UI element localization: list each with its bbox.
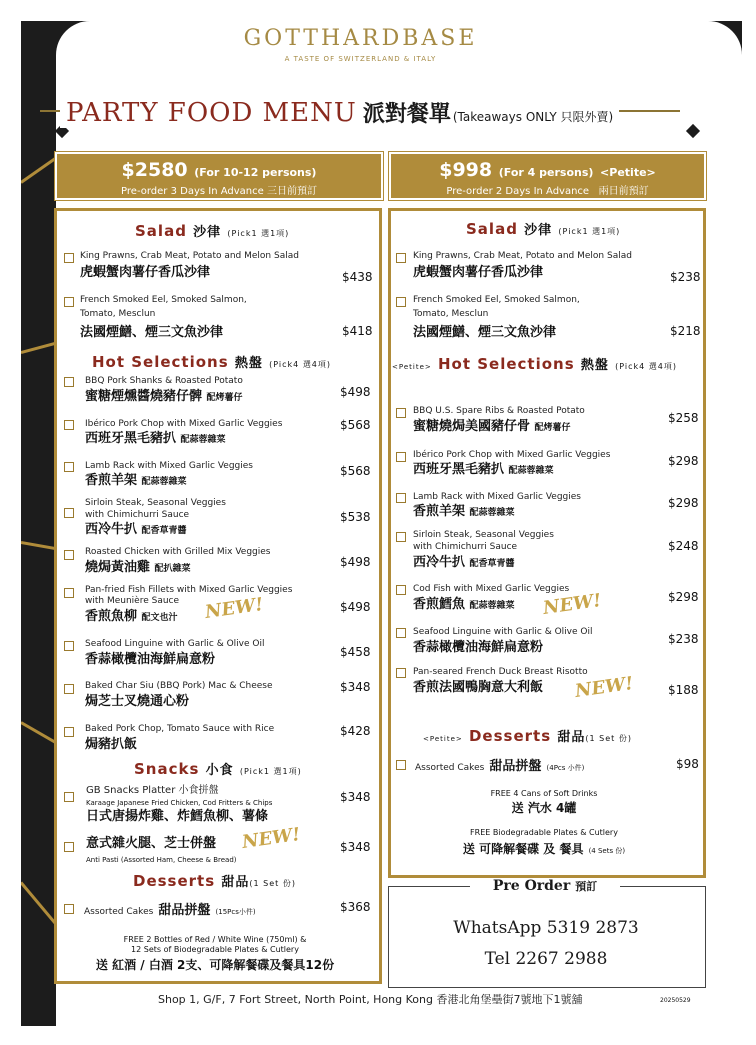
menu-item-en: Cod Fish with Mixed Garlic Veggies xyxy=(413,584,570,594)
menu-item-price: $188 xyxy=(668,683,699,697)
checkbox[interactable] xyxy=(64,297,74,307)
checkbox[interactable] xyxy=(64,420,74,430)
menu-item-detail: Karaage Japanese Fried Chicken, Cod Fritters & Chips xyxy=(86,799,273,807)
menu-item-zh: 蜜糖煙燻醬燒豬仔髀 配烤薯仔 xyxy=(85,389,243,404)
menu-item-en: BBQ U.S. Spare Ribs & Roasted Potato xyxy=(413,406,585,416)
menu-item-en: French Smoked Eel, Smoked Salmon, xyxy=(413,295,580,305)
right-hot-heading: <Petite> Hot Selections 熱盤 (Pick4 選4項) xyxy=(392,355,678,373)
menu-item-zh: 香蒜橄欖油海鮮扁意粉 xyxy=(413,640,544,655)
checkbox[interactable] xyxy=(396,493,406,503)
left-snacks-heading: Snacks 小食 (Pick1 選1項) xyxy=(134,760,302,778)
right-price: $998 xyxy=(439,159,493,181)
new-badge: NEW! xyxy=(240,824,302,853)
menu-item-price: $298 xyxy=(668,590,699,604)
checkbox[interactable] xyxy=(64,684,74,694)
left-price-banner xyxy=(55,152,383,200)
menu-item-en: Tomato, Mesclun xyxy=(80,309,156,319)
right-preorder-zh: 兩日前預訂 xyxy=(598,186,649,197)
menu-item-zh: 焗豬扒飯 xyxy=(85,737,138,752)
menu-item-en: with Meunière Sauce xyxy=(85,596,180,606)
checkbox[interactable] xyxy=(64,641,74,651)
menu-item-zh: 虎蝦蟹肉薯仔香瓜沙律 xyxy=(413,265,544,280)
menu-item-zh: 法國煙鱔、煙三文魚沙律 xyxy=(80,325,224,340)
checkbox[interactable] xyxy=(64,904,74,914)
menu-item-price: $568 xyxy=(340,418,371,432)
checkbox[interactable] xyxy=(396,297,406,307)
menu-item-en: Seafood Linguine with Garlic & Olive Oil xyxy=(413,627,593,637)
menu-item-en: Sirloin Steak, Seasonal Veggies xyxy=(413,530,554,540)
menu-item-zh: 香煎鱈魚 配蒜蓉雜菜 xyxy=(413,597,515,612)
menu-item-en: Lamb Rack with Mixed Garlic Veggies xyxy=(413,492,581,502)
menu-item-en: Roasted Chicken with Grilled Mix Veggies xyxy=(85,547,271,557)
footer-code: 20250529 xyxy=(660,997,691,1004)
brand-logo: GOTTHARDBASE xyxy=(243,26,478,51)
menu-item-zh: 香煎羊架 配蒜蓉雜菜 xyxy=(413,504,515,519)
checkbox[interactable] xyxy=(396,628,406,638)
checkbox[interactable] xyxy=(396,532,406,542)
whatsapp-contact[interactable]: WhatsApp 5319 2873 xyxy=(453,918,639,938)
menu-item-zh: 西班牙黑毛豬扒 配蒜蓉雜菜 xyxy=(85,431,226,446)
menu-item-price: $348 xyxy=(340,680,371,694)
checkbox[interactable] xyxy=(64,508,74,518)
right-salad-heading: Salad 沙律 (Pick1 選1項) xyxy=(466,220,621,238)
new-badge: NEW! xyxy=(203,594,265,623)
title-en: PARTY FOOD MENU xyxy=(66,98,357,128)
right-free2-en: FREE Biodegradable Plates & Cutlery xyxy=(470,828,618,837)
checkbox[interactable] xyxy=(64,727,74,737)
tel-contact[interactable]: Tel 2267 2988 xyxy=(484,949,608,969)
menu-item-zh: 蜜糖燒焗美國豬仔骨 配烤薯仔 xyxy=(413,419,571,434)
checkbox[interactable] xyxy=(64,377,74,387)
menu-item-zh: 西冷牛扒 配香草青醬 xyxy=(85,522,187,537)
checkbox[interactable] xyxy=(396,585,406,595)
right-free1-en: FREE 4 Cans of Soft Drinks xyxy=(490,789,598,798)
menu-item-price: $298 xyxy=(668,454,699,468)
menu-item-en: Ibérico Pork Chop with Mixed Garlic Veggies xyxy=(85,419,283,429)
menu-item-price: $538 xyxy=(340,510,371,524)
menu-item-price: $428 xyxy=(340,724,371,738)
right-persons: (For 4 persons) xyxy=(498,166,594,179)
menu-item-zh: 虎蝦蟹肉薯仔香瓜沙律 xyxy=(80,265,211,280)
menu-item-price: $568 xyxy=(340,464,371,478)
left-preorder: Pre-order 3 Days In Advance 三日前預訂 xyxy=(121,186,317,197)
checkbox[interactable] xyxy=(396,668,406,678)
menu-item-en: Ibérico Pork Chop with Mixed Garlic Veggies xyxy=(413,450,611,460)
menu-item-en: with Chimichurri Sauce xyxy=(413,542,518,552)
checkbox[interactable] xyxy=(396,408,406,418)
menu-item-zh: 焗芝士叉燒通心粉 xyxy=(85,694,190,709)
checkbox[interactable] xyxy=(64,253,74,263)
left-persons: (For 10-12 persons) xyxy=(194,166,317,179)
menu-item-detail: Anti Pasti (Assorted Ham, Cheese & Bread) xyxy=(86,856,237,864)
left-free-en2: 12 Sets of Biodegradable Plates & Cutlery xyxy=(131,945,299,954)
right-preorder: Pre-order 2 Days In Advance xyxy=(446,186,590,197)
left-hot-heading: Hot Selections 熱盤 (Pick4 選4項) xyxy=(92,353,332,371)
checkbox[interactable] xyxy=(64,550,74,560)
footer-address: Shop 1, G/F, 7 Fort Street, North Point, Hong Kong 香港北角堡壘街7號地下1號舖 xyxy=(158,993,583,1006)
menu-item-en: Baked Char Siu (BBQ Pork) Mac & Cheese xyxy=(85,681,273,691)
menu-item-zh: 燒焗黃油雞 配扒雜菜 xyxy=(85,560,191,575)
right-desserts-heading: <Petite> Desserts 甜品(1 Set 份) xyxy=(423,727,632,745)
left-free-en: FREE 2 Bottles of Red / White Wine (750ml) & xyxy=(123,935,307,944)
menu-item-en: Seafood Linguine with Garlic & Olive Oil xyxy=(85,639,265,649)
menu-item-zh: 日式唐揚炸雞、炸鱈魚柳、薯條 xyxy=(86,809,269,824)
menu-item-en: Sirloin Steak, Seasonal Veggies xyxy=(85,498,226,508)
menu-item-price: $348 xyxy=(340,840,371,854)
menu-item-en: Tomato, Mesclun xyxy=(413,309,489,319)
menu-item-en: King Prawns, Crab Meat, Potato and Melon Salad xyxy=(80,251,299,261)
menu-item-en: Pan-fried Fish Fillets with Mixed Garlic Veggies xyxy=(85,585,293,595)
menu-item-price: $418 xyxy=(342,324,373,338)
menu-item-price: $368 xyxy=(340,900,371,914)
menu-item-zh: 香蒜橄欖油海鮮扁意粉 xyxy=(85,652,216,667)
menu-item-en: Baked Pork Chop, Tomato Sauce with Rice xyxy=(85,724,275,734)
checkbox[interactable] xyxy=(64,588,74,598)
menu-item-price: $238 xyxy=(670,270,701,284)
menu-item-price: $218 xyxy=(670,324,701,338)
menu-item-price: $458 xyxy=(340,645,371,659)
right-price-banner xyxy=(389,152,706,200)
menu-item-zh: 香煎法國鴨胸意大利飯 xyxy=(413,680,544,695)
checkbox[interactable] xyxy=(396,760,406,770)
dessert-item: Assorted Cakes 甜品拼盤 (15Pcs小件) xyxy=(84,903,256,918)
checkbox[interactable] xyxy=(64,792,74,802)
menu-item-zh: 西冷牛扒 配香草青醬 xyxy=(413,555,515,570)
right-free1-zh: 送 汽水 4罐 xyxy=(511,801,577,815)
preorder-title: Pre Order 預訂 xyxy=(470,878,620,894)
left-free-zh: 送 紅酒 / 白酒 2支、可降解餐碟及餐具12份 xyxy=(95,958,335,972)
menu-item-price: $298 xyxy=(668,496,699,510)
menu-item-en: French Smoked Eel, Smoked Salmon, xyxy=(80,295,247,305)
right-petite: <Petite> xyxy=(600,166,656,179)
checkbox[interactable] xyxy=(64,462,74,472)
menu-item-price: $238 xyxy=(668,632,699,646)
menu-item-zh: 法國煙鱔、煙三文魚沙律 xyxy=(413,325,557,340)
menu-item-price: $348 xyxy=(340,790,371,804)
menu-item-price: $498 xyxy=(340,385,371,399)
menu-title xyxy=(60,97,619,128)
menu-item-en: with Chimichurri Sauce xyxy=(85,510,190,520)
menu-item-price: $438 xyxy=(342,270,373,284)
menu-item-zh: 意式雜火腿、芝士併盤 xyxy=(86,836,217,851)
menu-item-en: Pan-seared French Duck Breast Risotto xyxy=(413,667,588,677)
menu-item-zh: 西班牙黑毛豬扒 配蒜蓉雜菜 xyxy=(413,462,554,477)
dessert-item: Assorted Cakes 甜品拼盤 (4Pcs 小件) xyxy=(415,759,585,774)
checkbox[interactable] xyxy=(396,452,406,462)
checkbox[interactable] xyxy=(64,842,74,852)
title-note: (Takeaways ONLY 只限外賣) xyxy=(452,110,614,124)
menu-item-en: GB Snacks Platter 小食拼盤 xyxy=(86,785,219,796)
new-badge: NEW! xyxy=(541,590,603,619)
menu-item-price: $248 xyxy=(668,539,699,553)
menu-item-price: $258 xyxy=(668,411,699,425)
title-zh: 派對餐單 xyxy=(362,102,451,127)
menu-item-price: $498 xyxy=(340,600,371,614)
menu-item-en: Lamb Rack with Mixed Garlic Veggies xyxy=(85,461,253,471)
menu-item-en: BBQ Pork Shanks & Roasted Potato xyxy=(85,376,243,386)
menu-item-en: King Prawns, Crab Meat, Potato and Melon Salad xyxy=(413,251,632,261)
right-free2-zh-line: 送 可降解餐碟 及 餐具 (4 Sets 份) xyxy=(462,842,626,856)
menu-item-price: $98 xyxy=(676,757,699,771)
menu-item-zh: 香煎魚柳 配文也汁 xyxy=(85,609,178,624)
menu-item-zh: 香煎羊架 配蒜蓉雜菜 xyxy=(85,473,187,488)
brand-tagline: A TASTE OF SWITZERLAND & ITALY xyxy=(284,55,437,63)
checkbox[interactable] xyxy=(396,253,406,263)
left-price: $2580 xyxy=(121,159,188,181)
new-badge: NEW! xyxy=(573,673,635,702)
left-desserts-heading: Desserts 甜品(1 Set 份) xyxy=(133,872,296,890)
menu-item-price: $498 xyxy=(340,555,371,569)
left-salad-heading: Salad 沙律 (Pick1 選1項) xyxy=(135,222,290,240)
